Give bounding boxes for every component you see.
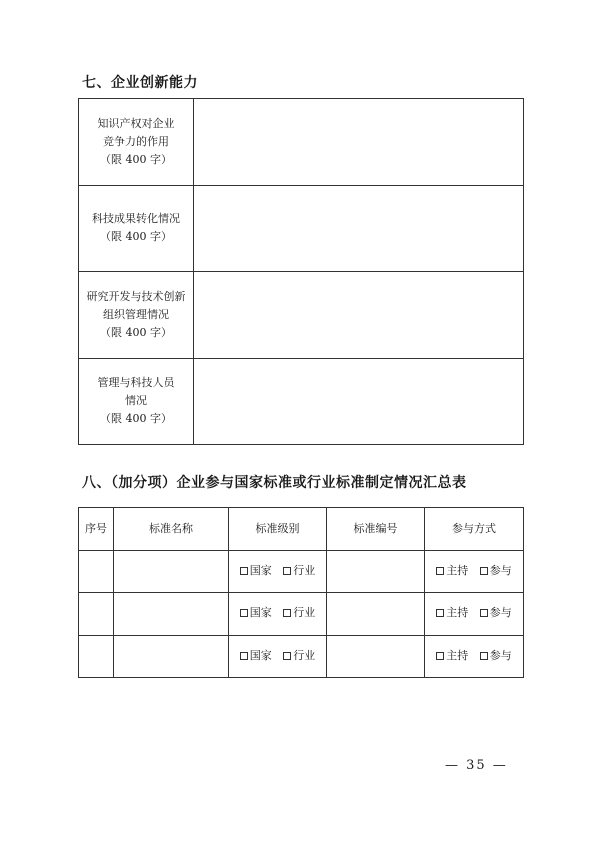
checkbox-icon [436, 652, 444, 660]
standard-number-cell[interactable] [327, 635, 425, 678]
section-7-title: 七、企业创新能力 [82, 75, 198, 91]
answer-field-tech-transfer[interactable] [194, 185, 524, 272]
checkbox-label: 主持 [446, 606, 469, 620]
level-cell [229, 550, 327, 593]
checkbox-lead[interactable] [436, 562, 468, 580]
header-standard-level: 标准级别 [229, 508, 327, 551]
table-row [79, 550, 524, 593]
checkbox-label: 国家 [249, 563, 272, 577]
table-row [79, 185, 524, 272]
row-label-rd-management [79, 272, 194, 359]
table-row [79, 593, 524, 636]
checkbox-icon [240, 609, 248, 617]
checkbox-label: 行业 [293, 606, 316, 620]
table-row [79, 99, 524, 186]
header-standard-name: 标准名称 [114, 508, 229, 551]
index-cell[interactable] [79, 593, 114, 636]
checkbox-label: 行业 [293, 648, 316, 662]
checkbox-label: 主持 [446, 563, 469, 577]
checkbox-label: 参与 [489, 648, 512, 662]
checkbox-industry[interactable] [283, 647, 315, 665]
row-label-personnel [79, 358, 194, 445]
table-row [79, 358, 524, 445]
checkbox-industry[interactable] [283, 562, 315, 580]
checkbox-icon [283, 652, 291, 660]
page-number: — 35 — [445, 758, 508, 773]
index-cell[interactable] [79, 550, 114, 593]
checkbox-lead[interactable] [436, 604, 468, 622]
checkbox-icon [240, 567, 248, 575]
standard-name-cell[interactable] [114, 593, 229, 636]
label-line: （限 400 字） [100, 230, 172, 244]
checkbox-national[interactable] [240, 562, 272, 580]
section-8-title: 八、（加分项）企业参与国家标准或行业标准制定情况汇总表 [82, 475, 467, 491]
standard-name-cell[interactable] [114, 635, 229, 678]
table-row [79, 272, 524, 359]
table-header-row [79, 508, 524, 551]
checkbox-national[interactable] [240, 604, 272, 622]
header-participation: 参与方式 [425, 508, 524, 551]
level-cell [229, 593, 327, 636]
row-label-ip [79, 99, 194, 186]
checkbox-icon [480, 652, 488, 660]
answer-field-rd-management[interactable] [194, 272, 524, 359]
checkbox-participate[interactable] [480, 562, 512, 580]
checkbox-participate[interactable] [480, 647, 512, 665]
checkbox-participate[interactable] [480, 604, 512, 622]
checkbox-label: 行业 [293, 563, 316, 577]
standards-summary-table [78, 507, 524, 678]
header-index: 序号 [79, 508, 114, 551]
table-row [79, 635, 524, 678]
checkbox-national[interactable] [240, 647, 272, 665]
label-line: 研究开发与技术创新 [86, 289, 186, 303]
label-line: 知识产权对企业 [97, 116, 175, 130]
standard-number-cell[interactable] [327, 593, 425, 636]
checkbox-icon [480, 609, 488, 617]
row-label-tech-transfer [79, 185, 194, 272]
checkbox-icon [436, 567, 444, 575]
level-cell [229, 635, 327, 678]
checkbox-label: 参与 [489, 563, 512, 577]
role-cell [425, 593, 524, 636]
label-line: （限 400 字） [100, 152, 172, 166]
index-cell[interactable] [79, 635, 114, 678]
label-line: 情况 [125, 394, 147, 408]
checkbox-label: 参与 [489, 606, 512, 620]
label-line: 组织管理情况 [103, 307, 169, 321]
answer-field-personnel[interactable] [194, 358, 524, 445]
role-cell [425, 550, 524, 593]
checkbox-icon [283, 567, 291, 575]
label-line: （限 400 字） [100, 412, 172, 426]
standard-name-cell[interactable] [114, 550, 229, 593]
checkbox-lead[interactable] [436, 647, 468, 665]
header-standard-number: 标准编号 [327, 508, 425, 551]
checkbox-icon [283, 609, 291, 617]
standard-number-cell[interactable] [327, 550, 425, 593]
role-cell [425, 635, 524, 678]
label-line: 科技成果转化情况 [92, 212, 180, 226]
checkbox-icon [480, 567, 488, 575]
checkbox-label: 主持 [446, 648, 469, 662]
checkbox-label: 国家 [249, 648, 272, 662]
label-line: 管理与科技人员 [97, 376, 175, 390]
checkbox-icon [240, 652, 248, 660]
answer-field-ip[interactable] [194, 99, 524, 186]
checkbox-industry[interactable] [283, 604, 315, 622]
innovation-capability-table [78, 98, 524, 445]
checkbox-label: 国家 [249, 606, 272, 620]
label-line: 竞争力的作用 [103, 134, 169, 148]
checkbox-icon [436, 609, 444, 617]
label-line: （限 400 字） [100, 325, 172, 339]
